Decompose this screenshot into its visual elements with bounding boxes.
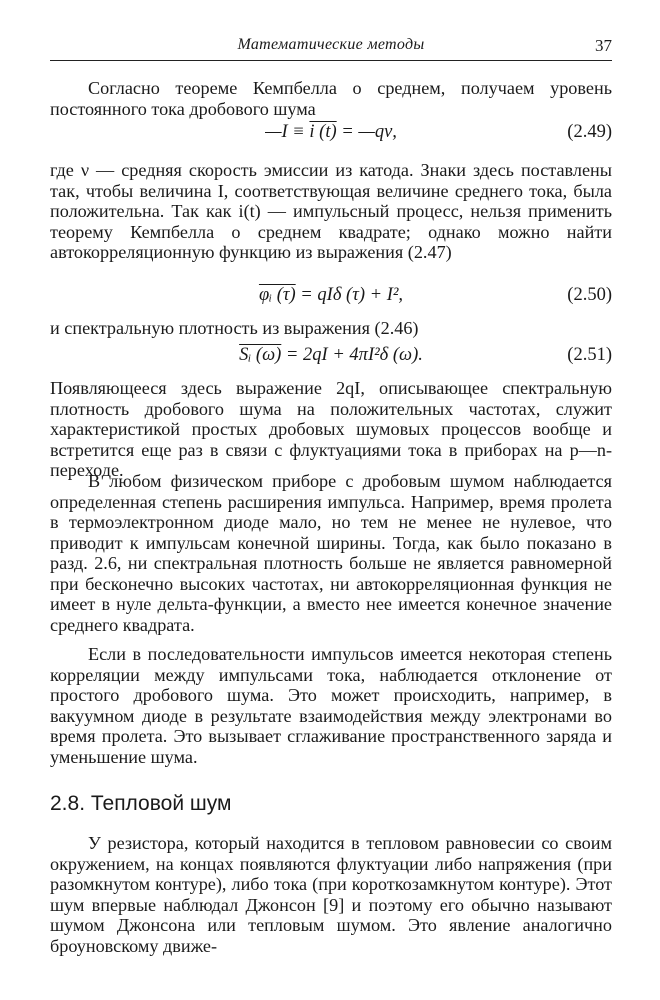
paragraph-thermal-noise: У резистора, который находится в тепловом равновесии со своим окружением, на концах появляются флуктуации либо напряжения (при разомкнутом контуре), либо тока (при короткозамкнутом контуре). Этот шум впервые наблюдал Джонсон [9] и поэтому его обычно называют шумом Джонсона или тепловым шумом. Это явление аналогично броуновскому движе- — [50, 833, 612, 956]
page-number: 37 — [595, 36, 612, 55]
equation-formula: —I ≡ i (t) = —qν, — [265, 122, 397, 142]
equation-number: (2.51) — [567, 345, 612, 365]
section-heading: 2.8. Тепловой шум — [50, 792, 232, 815]
equation-number: (2.50) — [567, 285, 612, 305]
equation-formula: Sᵢ (ω) = 2qI + 4πI²δ (ω). — [239, 345, 423, 365]
equation-2-49 — [50, 122, 612, 146]
equation-2-50 — [50, 285, 612, 309]
paragraph-campbell: Согласно теореме Кемпбелла о среднем, получаем уровень постоянного тока дробового шума — [50, 78, 612, 119]
running-header — [50, 34, 612, 61]
paragraph-2qi: Появляющееся здесь выражение 2qI, описывающее спектральную плотность дробового шума на положительных частотах, служит характеристикой простых дробовых шумовых процессов вообще и встретится еще раз в связи с флуктуациями тока в приборах на p—n-переходе. — [50, 378, 612, 480]
paragraph-emission: где ν — средняя скорость эмиссии из катода. Знаки здесь поставлены так, чтобы величина I, соответствующая величине среднего тока, была положительна. Так как i(t) — импульсный процесс, нельзя применить теорему Кемпбелла о среднем квадрате; однако можно найти автокорреляционную функцию из выражения (2.47) — [50, 160, 612, 262]
equation-2-51 — [50, 345, 612, 369]
paragraph-correlation: Если в последовательности импульсов имеется некоторая степень корреляции между импульсами тока, наблюдается отклонение от простого дробового шума. Это может происходить, например, в вакуумном диоде в результате взаимодействия между электронами во время пролета. Это вызывает сглаживание пространственного заряда и уменьшение шума. — [50, 644, 612, 767]
paragraph-pulse-broadening: В любом физическом приборе с дробовым шумом наблюдается определенная степень расширения импульса. Например, время пролета в термоэлектронном диоде мало, но тем не менее не нулевое, что приводит к импульсам конечной ширины. Тогда, как было показано в разд. 2.6, ни спектральная плотность больше не является равномерной при бесконечно высоких частотах, ни автокорреляционная функция не имеет в нуле дельта-функции, а вместо нее имеется конечное значение среднего квадрата. — [50, 471, 612, 635]
running-title: Математические методы — [237, 36, 425, 53]
paragraph-spectral: и спектральную плотность из выражения (2.46) — [50, 318, 419, 338]
equation-formula: φᵢ (τ) = qIδ (τ) + I², — [258, 285, 404, 305]
equation-number: (2.49) — [567, 122, 612, 142]
